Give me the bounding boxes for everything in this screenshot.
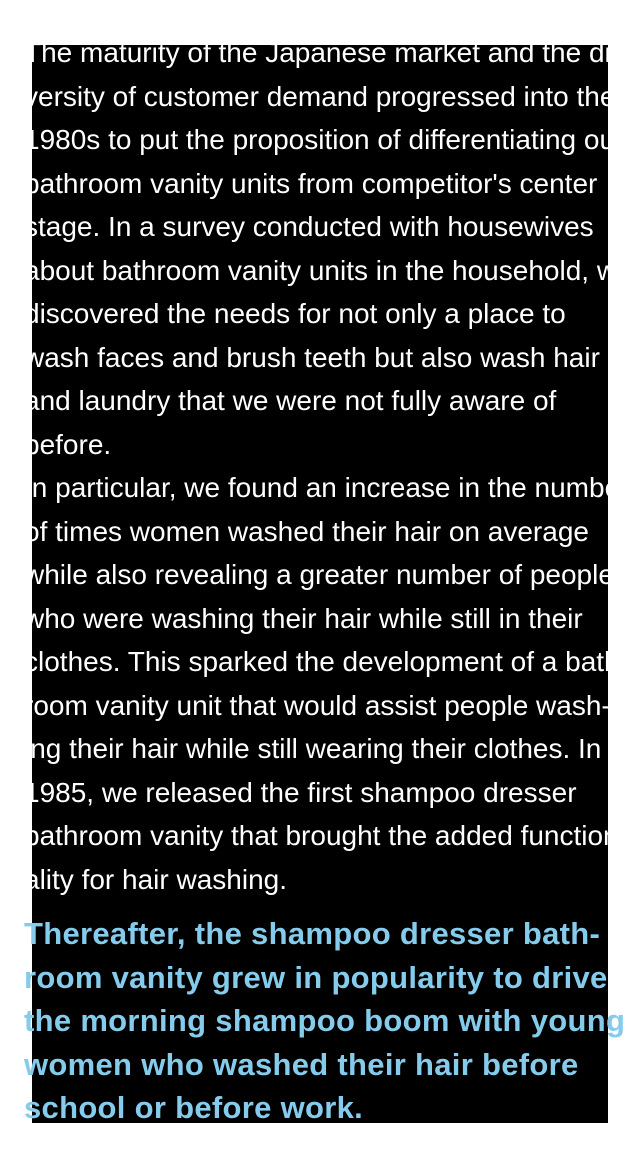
text-line: about bathroom vanity units in the household, we [24,254,633,286]
text-line: stage. In a survey conducted with housewives [24,211,594,242]
text-line: The maturity of the Japanese market and the di- [24,37,621,68]
text-line: and laundry that we were not fully aware of [24,385,557,416]
paragraph-morning-shampoo-boom [24,912,640,1130]
text-line: school or before work. [24,1090,364,1125]
paragraph-shampoo-dresser-development [24,466,640,901]
text-line: before. [24,428,112,460]
text-line: 1985, we released the first shampoo dresser [24,776,577,808]
text-line: the morning shampoo boom with young [24,1003,626,1038]
text-line: room vanity unit that would assist people wash- [24,689,611,721]
text-line: clothes. This sparked the development of a bath- [24,646,629,677]
text-line: bathroom vanity that brought the added function- [24,820,628,851]
text-line: discovered the needs for not only a place to [24,298,566,329]
text-line: while also revealing a greater number of people [24,559,614,590]
text-line: ing their hair while still wearing their clothes. In [24,733,602,764]
text-line: versity of customer demand progressed into the [24,80,616,112]
text-line: bathroom vanity units from competitor's center [24,167,598,199]
text-line: women who washed their hair before [24,1046,579,1082]
text-line: 1980s to put the proposition of differentiating our [24,124,625,155]
text-line: room vanity grew in popularity to drive [24,959,608,995]
text-line: ality for hair washing. [24,863,288,895]
text-line: who were washing their hair while still in their [24,602,583,634]
text-line: Thereafter, the shampoo dresser bath- [24,916,601,951]
text-line: of times women washed their hair on average [24,515,589,547]
text-line: In particular, we found an increase in the number [24,472,630,503]
text-line: wash faces and brush teeth but also wash hair [24,341,600,373]
paragraph-market-maturity [24,31,640,466]
article-text [24,31,640,1130]
